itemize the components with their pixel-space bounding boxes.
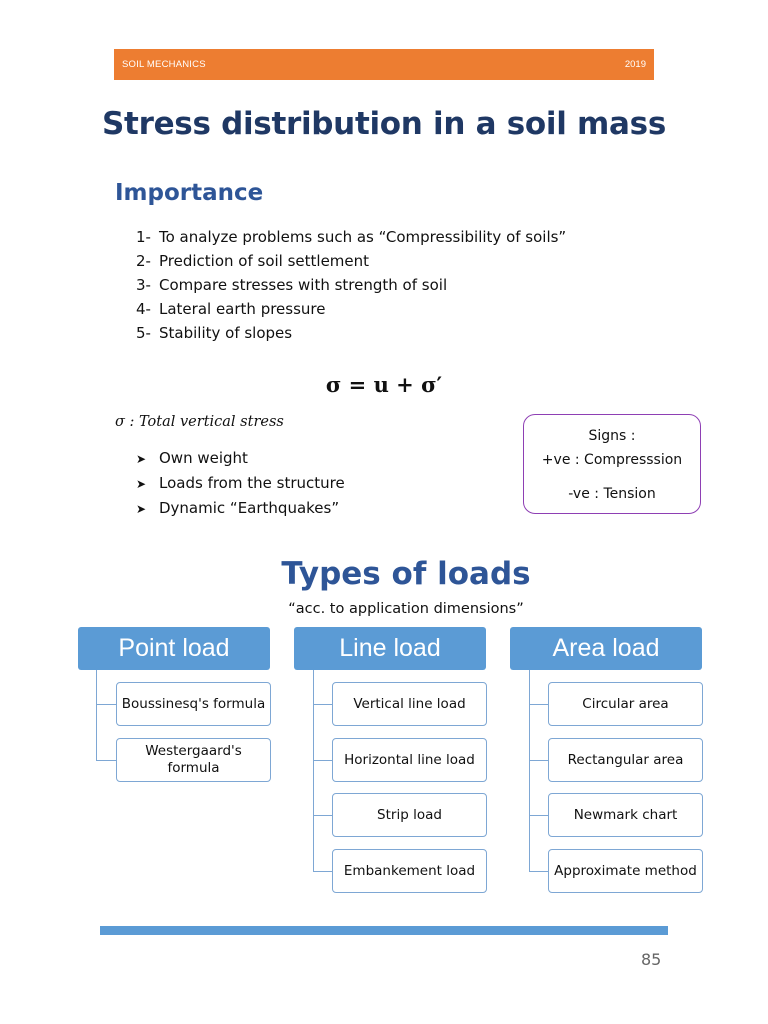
- connector-line: [96, 670, 97, 761]
- list-item: 5- Stability of slopes: [136, 324, 293, 342]
- connector-line: [313, 815, 332, 816]
- list-item: ➤ Dynamic “Earthquakes”: [136, 496, 345, 521]
- load-type-box: Westergaard's formula: [116, 738, 271, 782]
- types-title: Types of loads: [281, 556, 531, 592]
- header-year: 2019: [624, 59, 646, 70]
- connector-line: [529, 815, 548, 816]
- arrow-bullet-icon: ➤: [136, 452, 147, 466]
- load-type-box: Newmark chart: [548, 793, 703, 837]
- connector-line: [313, 760, 332, 761]
- load-type-box: Circular area: [548, 682, 703, 726]
- list-item: 4- Lateral earth pressure: [136, 300, 326, 318]
- load-type-box: Rectangular area: [548, 738, 703, 782]
- arrow-bullet-icon: ➤: [136, 502, 147, 516]
- stress-equation: σ = u + σ′: [325, 372, 443, 397]
- connector-line: [96, 760, 116, 761]
- list-item: 2- Prediction of soil settlement: [136, 252, 370, 270]
- load-type-box: Boussinesq's formula: [116, 682, 271, 726]
- connector-line: [529, 871, 548, 872]
- types-subtitle: “acc. to application dimensions”: [288, 601, 524, 617]
- load-type-box: Approximate method: [548, 849, 703, 893]
- header-subject: SOIL MECHANICS: [122, 59, 206, 70]
- page-title: Stress distribution in a soil mass: [102, 106, 666, 142]
- category-area-load: Area load: [510, 627, 702, 670]
- list-item: ➤ Loads from the structure: [136, 471, 345, 496]
- importance-heading: Importance: [115, 180, 264, 206]
- signs-box: [523, 414, 701, 514]
- sigma-sources-list: [136, 446, 345, 521]
- signs-positive: +ve : Compresssion: [541, 452, 683, 468]
- connector-line: [529, 760, 548, 761]
- connector-line: [96, 704, 116, 705]
- connector-line: [313, 670, 314, 871]
- header-bar: [114, 49, 654, 80]
- list-item: ➤ Own weight: [136, 446, 345, 471]
- footer-bar: [100, 926, 668, 935]
- category-point-load: Point load: [78, 627, 270, 670]
- page-number: 85: [641, 950, 662, 969]
- load-type-box: Strip load: [332, 793, 487, 837]
- list-item: 3- Compare stresses with strength of soil: [136, 276, 448, 294]
- sigma-definition: σ : Total vertical stress: [115, 414, 284, 430]
- importance-list: [136, 225, 566, 345]
- connector-line: [529, 704, 548, 705]
- category-line-load: Line load: [294, 627, 486, 670]
- connector-line: [313, 871, 332, 872]
- load-type-box: Embankement load: [332, 849, 487, 893]
- signs-title: Signs :: [588, 428, 636, 444]
- list-item: 1- To analyze problems such as “Compressibility of soils”: [136, 228, 567, 246]
- load-type-box: Horizontal line load: [332, 738, 487, 782]
- signs-negative: -ve : Tension: [568, 486, 656, 502]
- load-type-box: Vertical line load: [332, 682, 487, 726]
- connector-line: [313, 704, 332, 705]
- connector-line: [529, 670, 530, 871]
- arrow-bullet-icon: ➤: [136, 477, 147, 491]
